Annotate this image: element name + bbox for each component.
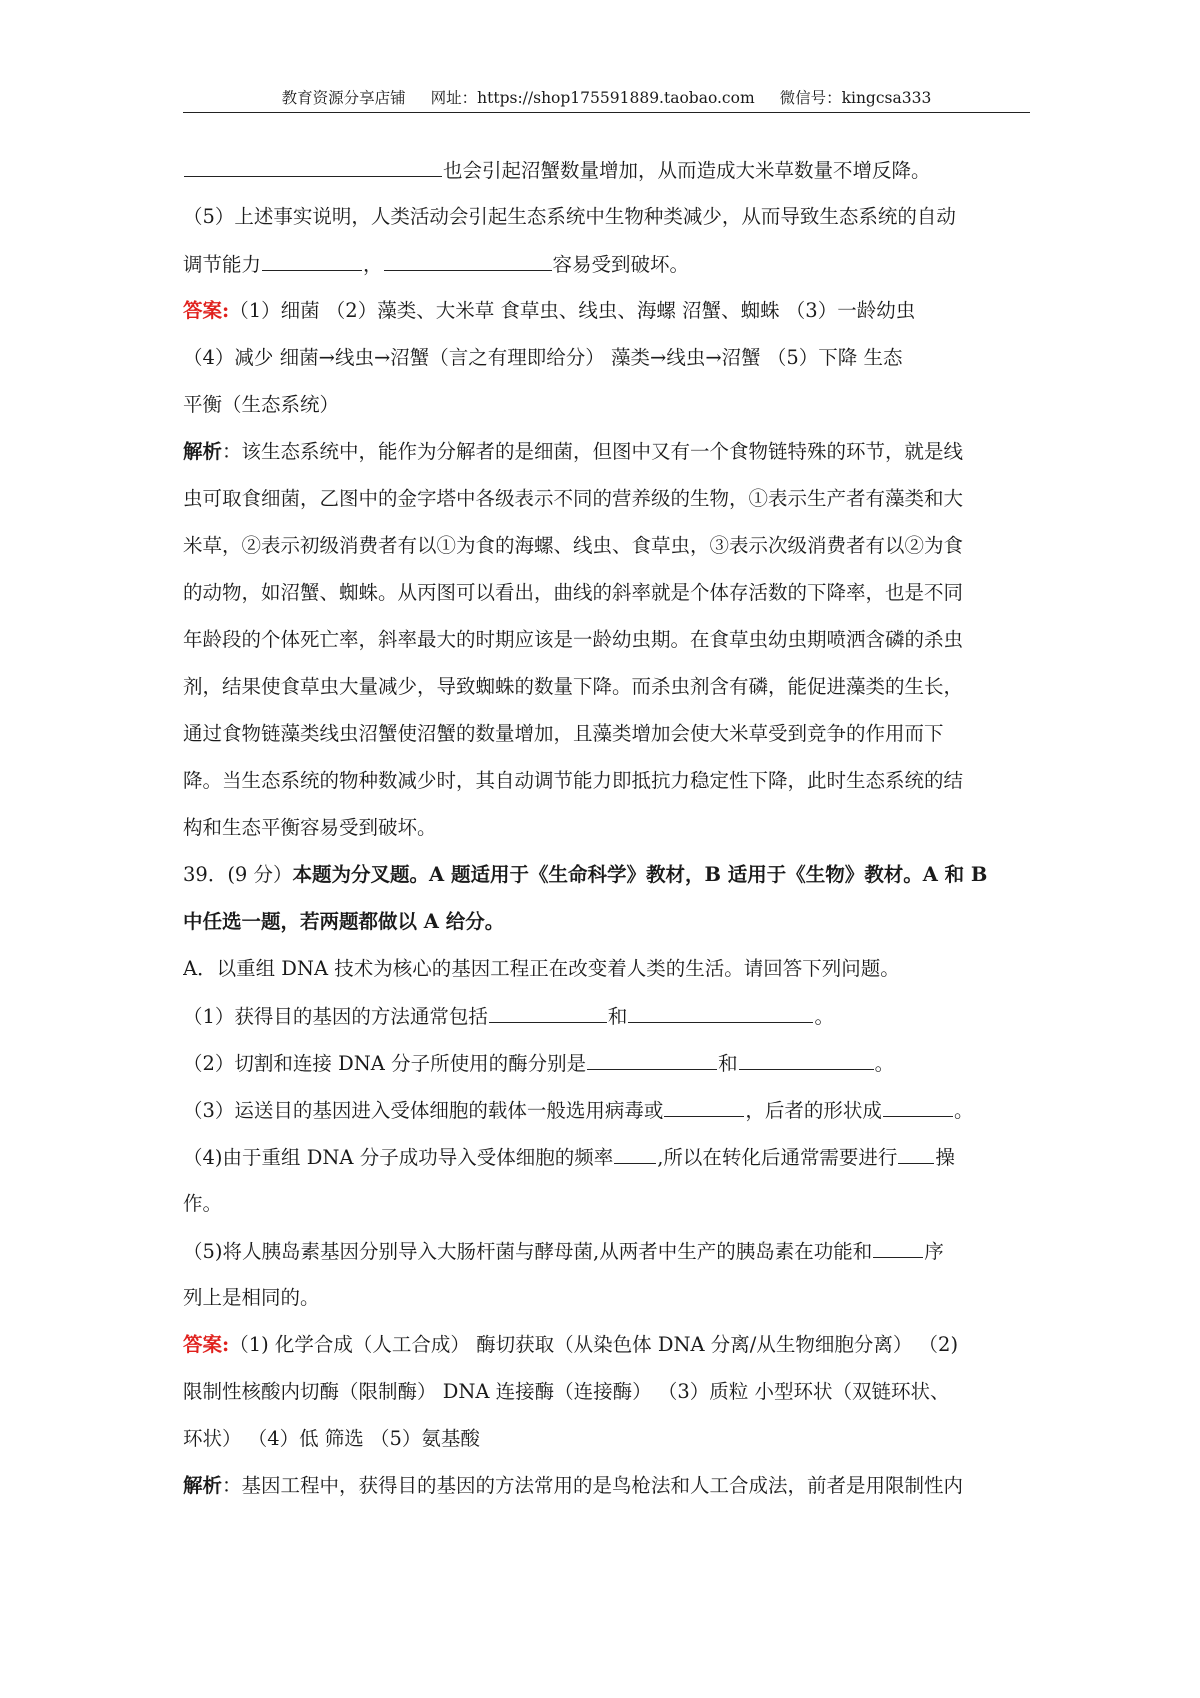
text-line (183, 569, 1030, 616)
question-39 (183, 851, 1030, 898)
line-text: 序 (924, 1240, 944, 1263)
answer-blank (384, 240, 552, 271)
explanation-line (183, 428, 1030, 475)
explanation-label: 解析 (183, 1474, 223, 1497)
text-line (183, 992, 1030, 1039)
line-text: 限制性核酸内切酶（限制酶） DNA 连接酶（连接酶） （3）质粒 小型环状（双链环状、 (183, 1380, 950, 1403)
line-text: 调节能力 (183, 253, 262, 276)
text-line (183, 381, 1030, 428)
answer-blank (262, 240, 362, 271)
text-line (183, 1180, 1030, 1227)
line-text: ， (363, 253, 383, 276)
text-line (183, 334, 1030, 381)
line-text: 容易受到破坏。 (552, 253, 690, 276)
answer-label: 答案: (183, 1333, 230, 1356)
answer-blank (628, 992, 813, 1023)
answer-label: 答案: (183, 299, 230, 322)
line-text: 通过食物链藻类线虫沼蟹使沼蟹的数量增加，且藻类增加会使大米草受到竞争的作用而下 (183, 722, 944, 745)
line-text: 也会引起沼蟹数量增加，从而造成大米草数量不增反降。 (443, 159, 931, 182)
line-text: 剂，结果使食草虫大量减少，导致蜘蛛的数量下降。而杀虫剂含有磷，能促进藻类的生长， (183, 675, 964, 698)
page-header (183, 86, 1030, 113)
explanation-line (183, 1462, 1030, 1509)
line-text: （1) 化学合成（人工合成） 酶切获取（从染色体 DNA 分离/从生物细胞分离） （2) (229, 1333, 959, 1356)
header-site: 网址：https://shop175591889.taobao.com (430, 89, 755, 107)
answer-blank (883, 1086, 953, 1117)
text-line (183, 522, 1030, 569)
line-text: 环状） （4）低 筛选 （5）氨基酸 (183, 1427, 480, 1450)
line-text: （4)由于重组 DNA 分子成功导入受体细胞的频率 (183, 1146, 614, 1169)
line-text: 年龄段的个体死亡率，斜率最大的时期应该是一龄幼虫期。在食草虫幼虫期喷洒含磷的杀虫 (183, 628, 964, 651)
text-line (183, 1086, 1030, 1133)
header-wechat: 微信号：kingcsa333 (779, 89, 932, 107)
answer-line (183, 1321, 1030, 1368)
line-text: 列上是相同的。 (183, 1286, 320, 1309)
line-text: A．以重组 DNA 技术为核心的基因工程正在改变着人类的生活。请回答下列问题。 (183, 957, 900, 980)
line-text: ：基因工程中，获得目的基因的方法常用的是鸟枪法和人工合成法，前者是用限制性内 (222, 1474, 964, 1497)
text-line (183, 1227, 1030, 1274)
line-text: 虫可取食细菌，乙图中的金字塔中各级表示不同的营养级的生物，①表示生产者有藻类和大 (183, 487, 964, 510)
line-text: （4）减少 细菌→线虫→沼蟹（言之有理即给分） 藻类→线虫→沼蟹 （5）下降 生态 (183, 346, 903, 369)
text-line (183, 945, 1030, 992)
text-line (183, 193, 1030, 240)
text-line (183, 804, 1030, 851)
line-text: （3）运送目的基因进入受体细胞的载体一般选用病毒或 (183, 1099, 664, 1122)
text-line (183, 240, 1030, 287)
answer-blank (489, 992, 607, 1023)
line-text: （1）获得目的基因的方法通常包括 (183, 1005, 488, 1028)
line-text: 本题为分叉题。A 题适用于《生命科学》教材，B 适用于《生物》教材。A 和 B (292, 863, 988, 886)
line-text: 米草，②表示初级消费者有以①为食的海螺、线虫、食草虫，③表示次级消费者有以②为食 (183, 534, 964, 557)
line-text: 中任选一题，若两题都做以 A 给分。 (183, 910, 505, 933)
line-text: （1）细菌 （2）藻类、大米草 食草虫、线虫、海螺 沼蟹、蜘蛛 （3）一龄幼虫 (229, 299, 916, 322)
answer-blank (587, 1039, 717, 1070)
answer-blank (184, 146, 442, 177)
line-text: 作。 (183, 1192, 223, 1215)
document-body (183, 146, 1030, 1509)
line-text: （5)将人胰岛素基因分别导入大肠杆菌与酵母菌,从两者中生产的胰岛素在功能和 (183, 1240, 873, 1263)
answer-blank (739, 1039, 874, 1070)
text-line (183, 663, 1030, 710)
answer-blank (898, 1133, 934, 1164)
text-line (183, 710, 1030, 757)
text-line (183, 1368, 1030, 1415)
line-text: 和 (607, 1005, 628, 1028)
text-line (183, 1415, 1030, 1462)
line-text: 操 (935, 1146, 955, 1169)
answer-blank (873, 1227, 923, 1258)
answer-blank (664, 1086, 744, 1117)
line-text: ，后者的形状成 (745, 1099, 882, 1122)
line-text: 平衡（生态系统） (183, 393, 340, 416)
line-text: 构和生态平衡容易受到破坏。 (183, 816, 437, 839)
line-text: （2）切割和连接 DNA 分子所使用的酶分别是 (183, 1052, 587, 1075)
text-line (183, 1133, 1030, 1180)
text-line (183, 1039, 1030, 1086)
line-text: ：该生态系统中，能作为分解者的是细菌，但图中又有一个食物链特殊的环节，就是线 (222, 440, 964, 463)
answer-blank (614, 1133, 656, 1164)
line-text: ,所以在转化后通常需要进行 (657, 1146, 898, 1169)
answer-line (183, 287, 1030, 334)
line-text: 。 (814, 1005, 834, 1028)
question-number: 39．(9 分） (183, 863, 293, 886)
text-line (183, 898, 1030, 945)
line-text: 。 (953, 1099, 974, 1122)
line-text: 和 (718, 1052, 738, 1075)
line-text: 的动物，如沼蟹、蜘蛛。从丙图可以看出，曲线的斜率就是个体存活数的下降率，也是不同 (183, 581, 964, 604)
text-line (183, 616, 1030, 663)
text-line (183, 757, 1030, 804)
text-line (183, 1274, 1030, 1321)
line-text: 降。当生态系统的物种数减少时，其自动调节能力即抵抗力稳定性下降，此时生态系统的结 (183, 769, 964, 792)
text-line (183, 146, 1030, 193)
line-text: 。 (874, 1052, 895, 1075)
explanation-label: 解析 (183, 440, 223, 463)
header-shop: 教育资源分享店铺 (281, 89, 406, 107)
text-line (183, 475, 1030, 522)
line-text: （5）上述事实说明，人类活动会引起生态系统中生物种类减少，从而导致生态系统的自动 (183, 205, 956, 228)
